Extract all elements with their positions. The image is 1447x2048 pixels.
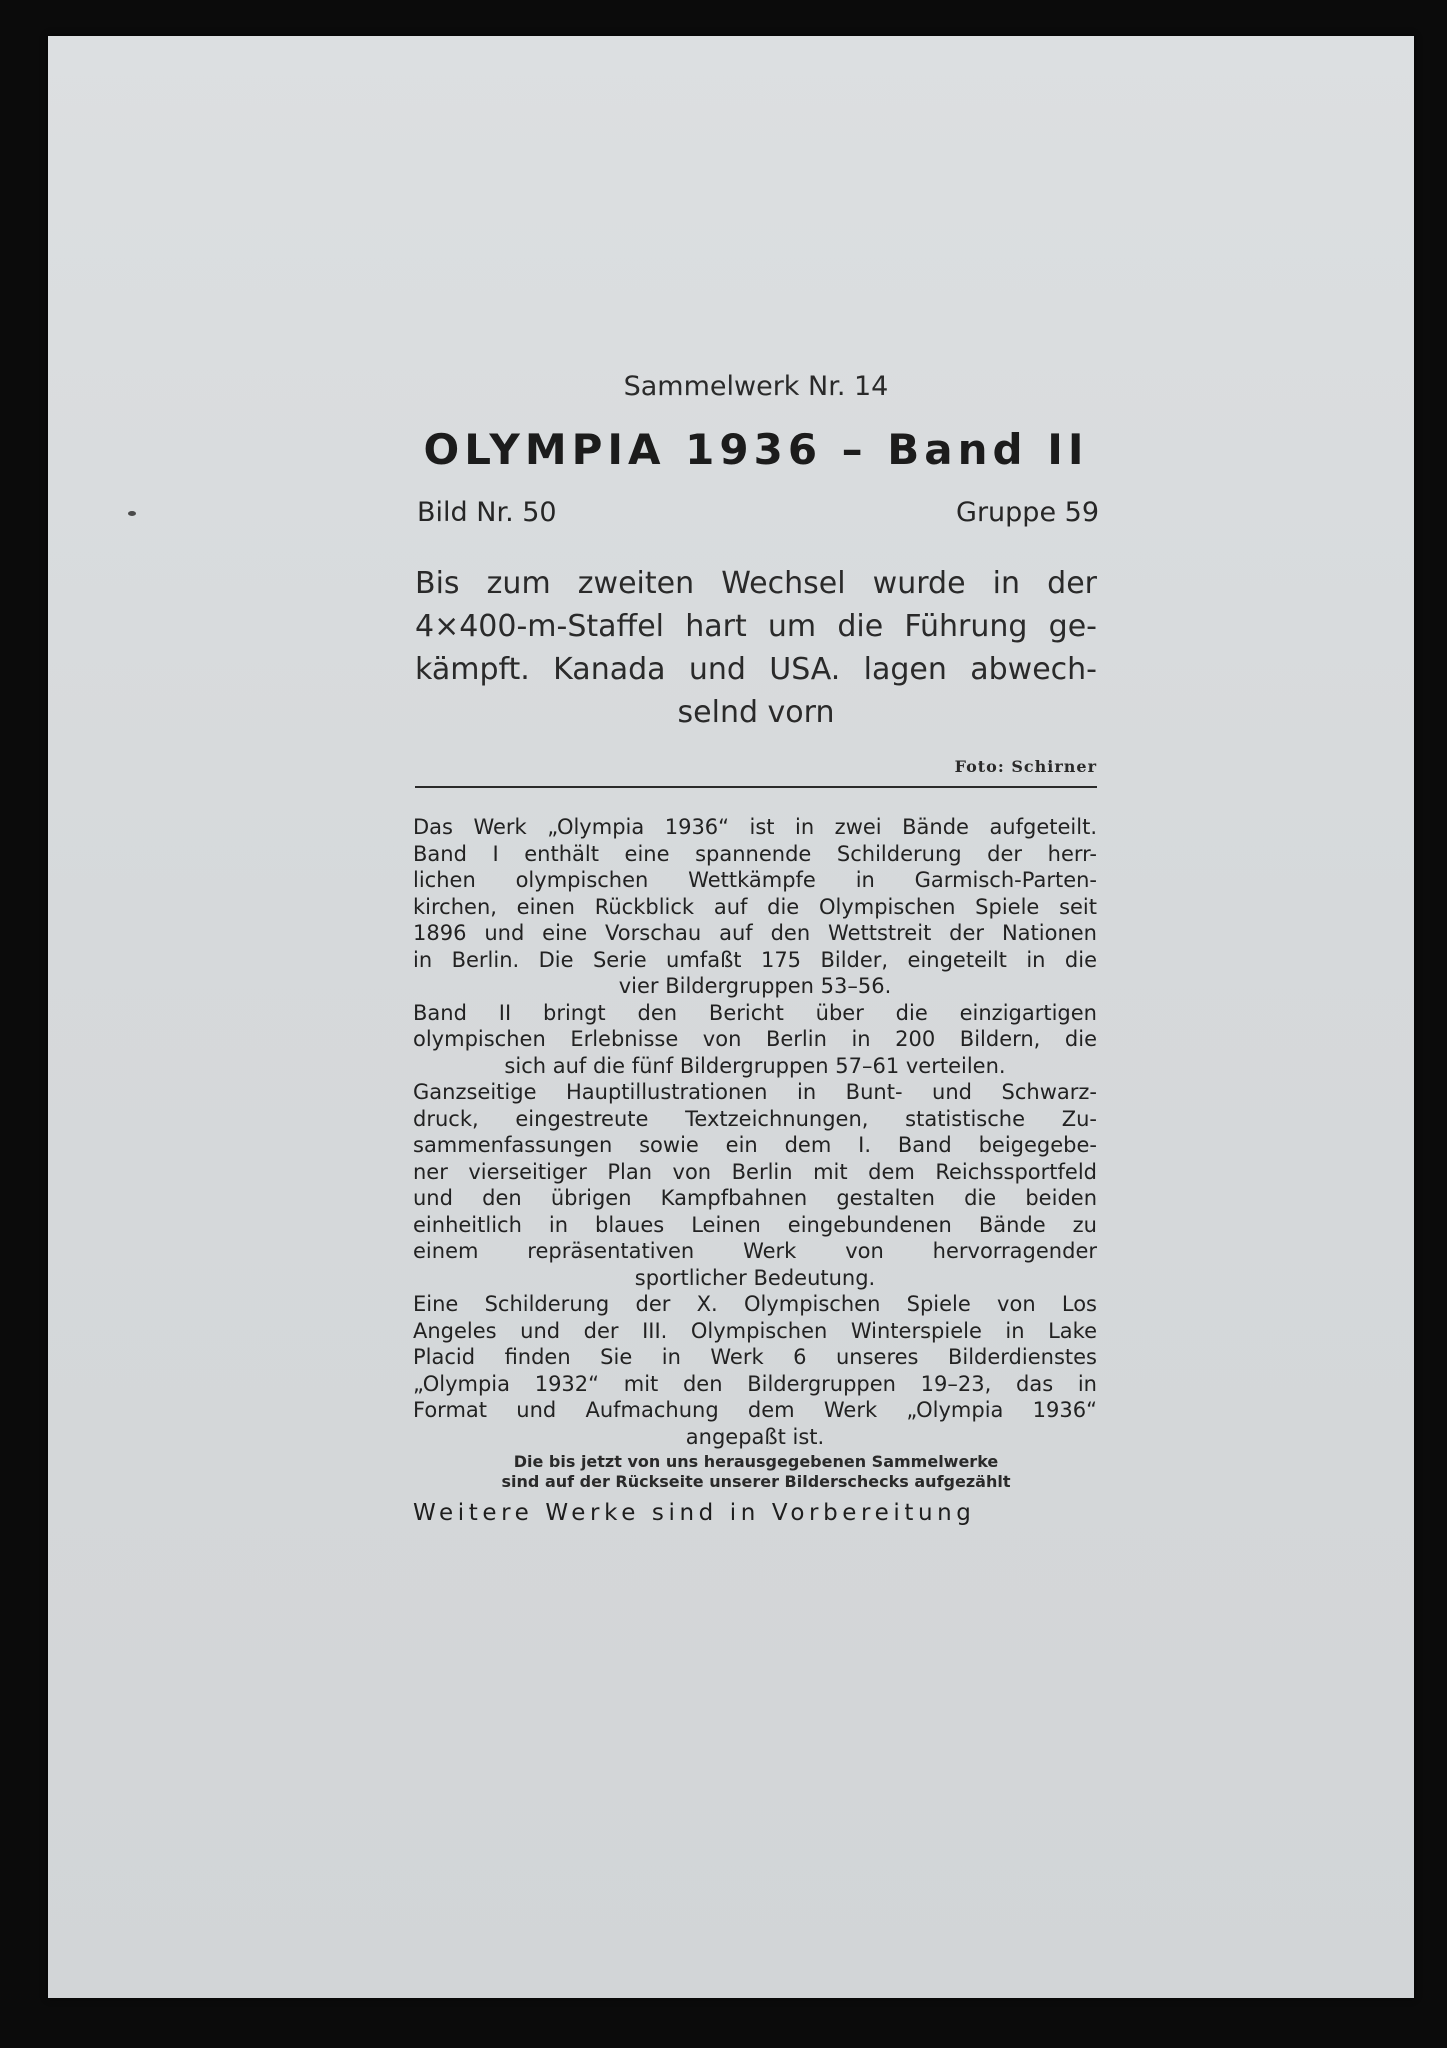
- body-line: Band II bringt den Bericht über die einzigartigen: [413, 1000, 1097, 1025]
- body-line: Angeles und der III. Olympischen Winterspiele in Lake: [413, 1318, 1097, 1343]
- note-line: sind auf der Rückseite unserer Bilderschecks aufgezählt: [501, 1472, 1011, 1491]
- body-line: ner vierseitiger Plan von Berlin mit dem Reichssportfeld: [413, 1159, 1097, 1184]
- body-line: einheitlich in blaues Leinen eingebundenen Bände zu: [413, 1212, 1097, 1237]
- caption-line: Bis zum zweiten Wechsel wurde in der: [415, 566, 1097, 601]
- collection-note: [415, 1452, 1097, 1492]
- body-line: olympischen Erlebnisse von Berlin in 200 Bildern, die: [413, 1027, 1097, 1051]
- caption-line: 4×400-m-Staffel hart um die Führung ge-: [415, 609, 1097, 644]
- body-line: Format und Aufmachung dem Werk „Olympia 1936“: [413, 1398, 1097, 1422]
- body-line: Band I enthält eine spannende Schilderung der herr-: [413, 841, 1097, 866]
- caption-line: selnd vorn: [677, 695, 835, 730]
- body-line: 1896 und eine Vorschau auf den Wettstreit der Nationen: [413, 921, 1097, 945]
- body-line: angepaßt ist.: [685, 1424, 825, 1449]
- picture-number: Bild Nr. 50: [417, 497, 557, 528]
- series-number: Sammelwerk Nr. 14: [623, 371, 889, 402]
- divider: [415, 786, 1097, 788]
- group-number: Gruppe 59: [956, 497, 1099, 528]
- picture-info-row: [417, 497, 1099, 533]
- photo-credit: Foto: Schirner: [954, 757, 1097, 776]
- body-line: kirchen, einen Rückblick auf die Olympischen Spiele seit: [413, 894, 1097, 919]
- body-line: sportlicher Bedeutung.: [634, 1265, 876, 1290]
- body-line: vier Bildergruppen 53–56.: [618, 974, 892, 998]
- body-line: „Olympia 1932“ mit den Bildergruppen 19–23, das in: [413, 1371, 1097, 1396]
- body-line: einem repräsentativen Werk von hervorragender: [413, 1239, 1097, 1263]
- note-line: Die bis jetzt von uns herausgegebenen Sammelwerke: [513, 1452, 999, 1471]
- body-line: Ganzseitige Hauptillustrationen in Bunt- und Schwarz-: [413, 1080, 1097, 1104]
- footer-line: Weitere Werke sind in Vorbereitung: [413, 1500, 976, 1526]
- body-line: Das Werk „Olympia 1936“ ist in zwei Bände aufgeteilt.: [413, 815, 1097, 839]
- ink-speck: [128, 511, 136, 516]
- body-line: in Berlin. Die Serie umfaßt 175 Bilder, eingeteilt in die: [413, 947, 1097, 972]
- body-line: druck, eingestreute Textzeichnungen, statistische Zu-: [413, 1106, 1097, 1131]
- body-line: Placid finden Sie in Werk 6 unseres Bilderdienstes: [413, 1345, 1097, 1369]
- body-line: sich auf die fünf Bildergruppen 57–61 verteilen.: [504, 1053, 1006, 1078]
- picture-caption: [415, 562, 1097, 734]
- body-line: lichen olympischen Wettkämpfe in Garmisch-Parten-: [413, 868, 1097, 892]
- body-line: und den übrigen Kampfbahnen gestalten die beiden: [413, 1186, 1097, 1210]
- caption-line: kämpft. Kanada und USA. lagen abwech-: [415, 652, 1097, 687]
- body-line: sammenfassungen sowie ein dem I. Band beigegebe-: [413, 1133, 1097, 1157]
- body-line: Eine Schilderung der X. Olympischen Spiele von Los: [413, 1292, 1097, 1316]
- page-title: OLYMPIA 1936 – Band II: [423, 425, 1089, 474]
- description-text: [413, 814, 1097, 1450]
